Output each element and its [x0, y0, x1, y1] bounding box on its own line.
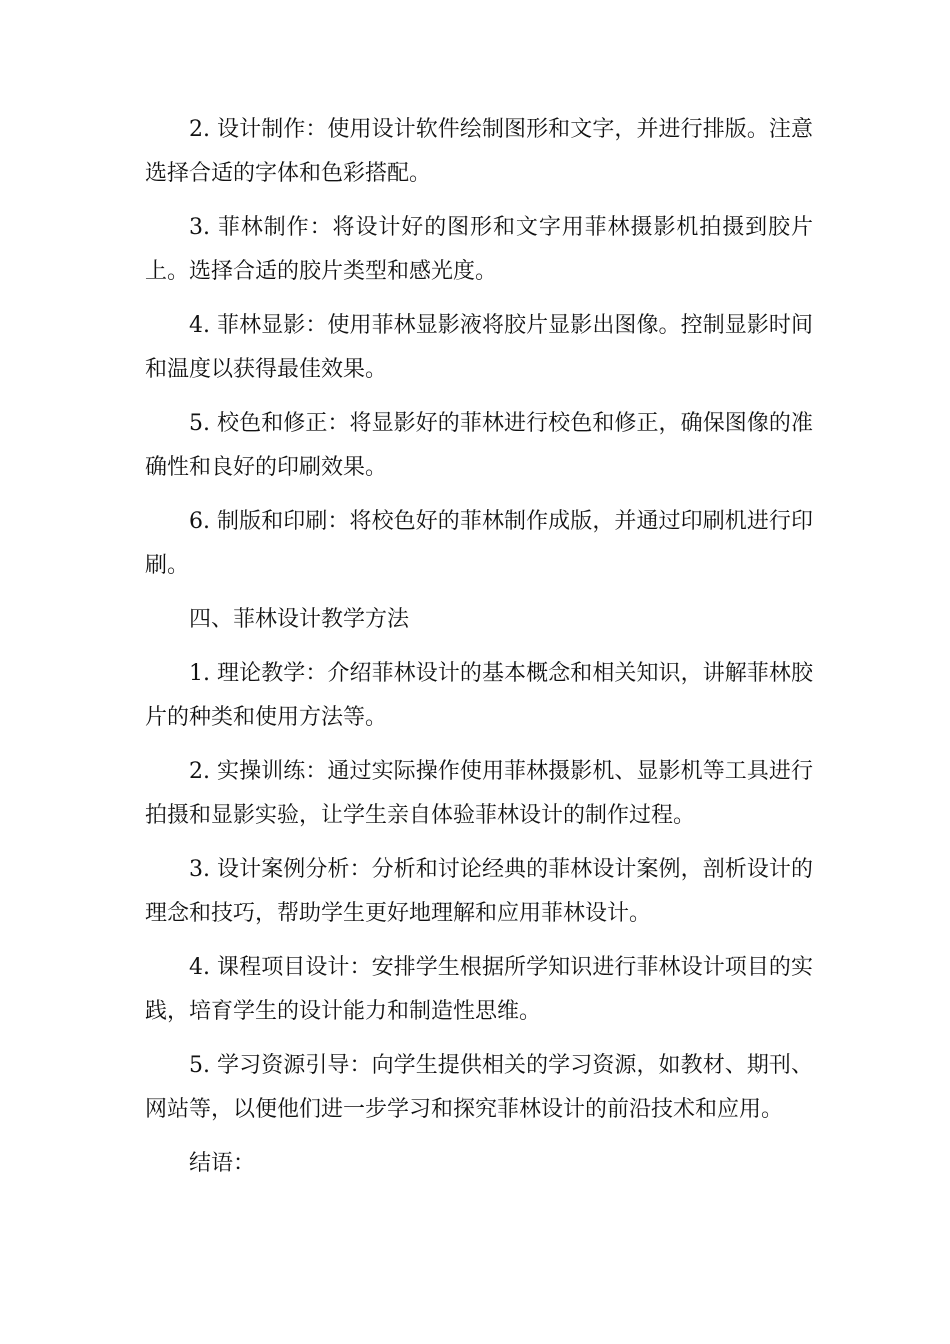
section-heading-teaching-methods: 四、菲林设计教学方法: [189, 607, 410, 632]
paragraph-method-1-theory: 1. 理论教学：介绍菲林设计的基本概念和相关知识，讲解菲林胶片的种类和使用方法等。: [145, 661, 813, 730]
paragraph-step-2-design: 2. 设计制作：使用设计软件绘制图形和文字，并进行排版。注意选择合适的字体和色彩搭配。: [145, 117, 813, 186]
paragraph-method-4-project: 4. 课程项目设计：安排学生根据所学知识进行菲林设计项目的实践，培育学生的设计能力和制造性思维。: [145, 955, 813, 1024]
paragraph-method-2-practice: 2. 实操训练：通过实际操作使用菲林摄影机、显影机等工具进行拍摄和显影实验，让学生亲自体验菲林设计的制作过程。: [145, 759, 813, 828]
paragraph-method-5-resources: 5. 学习资源引导：向学生提供相关的学习资源，如教材、期刊、网站等，以便他们进一步学习和探究菲林设计的前沿技术和应用。: [145, 1053, 813, 1122]
paragraph-step-4-film-developing: 4. 菲林显影：使用菲林显影液将胶片显影出图像。控制显影时间和温度以获得最佳效果。: [145, 313, 813, 382]
document-body: [145, 108, 813, 1196]
paragraph-step-5-color-correction: 5. 校色和修正：将显影好的菲林进行校色和修正，确保图像的准确性和良好的印刷效果。: [145, 411, 813, 480]
paragraph-method-3-case-analysis: 3. 设计案例分析：分析和讨论经典的菲林设计案例，剖析设计的理念和技巧，帮助学生更好地理解和应用菲林设计。: [145, 857, 813, 926]
paragraph-step-6-plate-printing: 6. 制版和印刷：将校色好的菲林制作成版，并通过印刷机进行印刷。: [145, 509, 813, 578]
paragraph-conclusion-heading: 结语：: [189, 1151, 256, 1176]
paragraph-step-3-film-making: 3. 菲林制作：将设计好的图形和文字用菲林摄影机拍摄到胶片上。选择合适的胶片类型和感光度。: [145, 215, 813, 284]
